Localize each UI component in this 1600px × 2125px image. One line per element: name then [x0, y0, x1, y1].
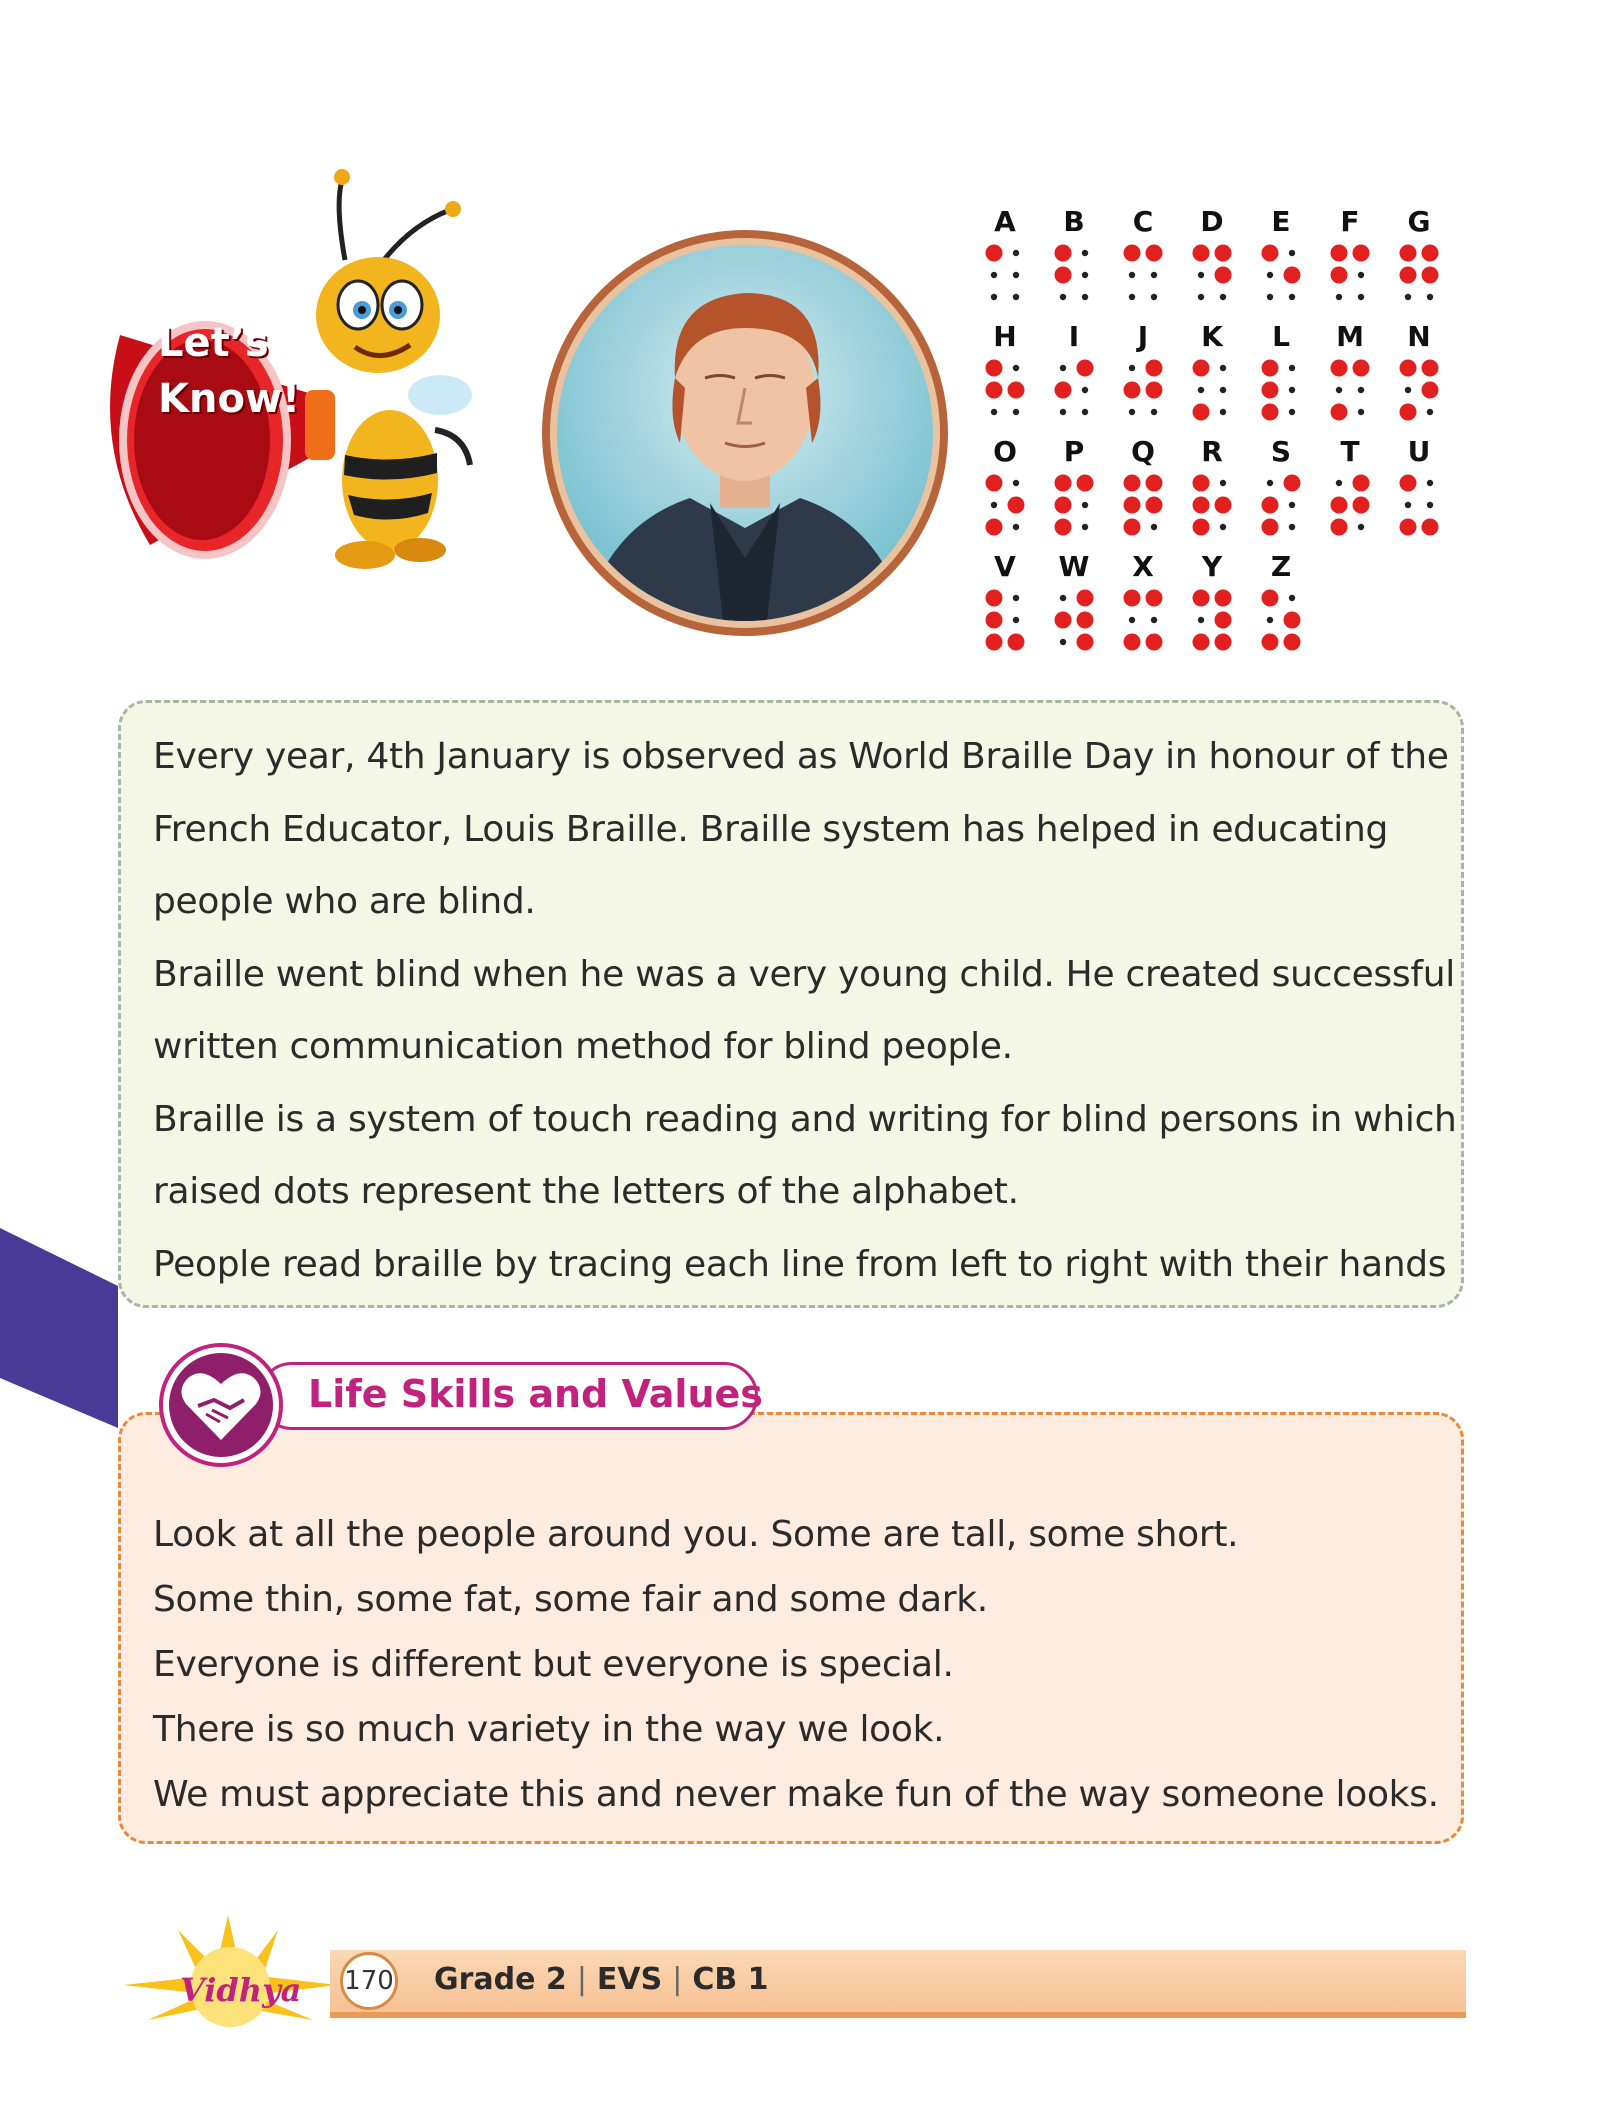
- braille-dot-flat: [1013, 365, 1019, 371]
- braille-dot-flat: [1358, 387, 1364, 393]
- lets-know-line1: Let’s: [158, 320, 269, 366]
- braille-dot-raised: [1353, 497, 1370, 514]
- braille-dot-flat: [1405, 294, 1411, 300]
- braille-dots: [1053, 588, 1095, 654]
- braille-cell-w: [1049, 550, 1099, 660]
- braille-dot-raised: [1262, 590, 1279, 607]
- info-line: raised dots represent the letters of the alphabet.: [153, 1171, 1019, 1212]
- braille-cell-f: [1325, 205, 1375, 315]
- braille-dots: [1191, 473, 1233, 539]
- braille-letter: V: [994, 550, 1016, 583]
- braille-dot-flat: [1013, 595, 1019, 601]
- side-tab: [0, 1228, 118, 1428]
- braille-dots: [1191, 358, 1233, 424]
- braille-dots: [1398, 358, 1440, 424]
- braille-dot-raised: [1215, 267, 1232, 284]
- braille-dots: [1122, 358, 1164, 424]
- braille-dot-raised: [1055, 267, 1072, 284]
- life-skill-line: There is so much variety in the way we look.: [153, 1709, 945, 1750]
- braille-dot-flat: [1427, 502, 1433, 508]
- braille-dot-flat: [1129, 409, 1135, 415]
- braille-dot-raised: [1215, 497, 1232, 514]
- braille-dot-flat: [1427, 480, 1433, 486]
- braille-dot-raised: [1146, 382, 1163, 399]
- braille-dot-flat: [991, 409, 997, 415]
- braille-cell-l: [1256, 320, 1306, 430]
- braille-dots: [1329, 358, 1371, 424]
- braille-dot-raised: [1193, 475, 1210, 492]
- braille-dots: [1191, 243, 1233, 309]
- braille-dot-raised: [1331, 519, 1348, 536]
- braille-dot-raised: [1124, 634, 1141, 651]
- life-skill-line: Look at all the people around you. Some are tall, some short.: [153, 1514, 1239, 1555]
- info-line: people who are blind.: [153, 881, 536, 922]
- braille-dot-raised: [1124, 497, 1141, 514]
- braille-dot-flat: [1358, 409, 1364, 415]
- braille-letter: F: [1340, 205, 1360, 238]
- braille-dot-raised: [1215, 612, 1232, 629]
- braille-dot-flat: [1013, 250, 1019, 256]
- braille-dot-raised: [1215, 634, 1232, 651]
- braille-dots: [1122, 588, 1164, 654]
- braille-letter: J: [1137, 320, 1149, 353]
- braille-dot-flat: [1082, 409, 1088, 415]
- braille-dot-raised: [1262, 404, 1279, 421]
- braille-dot-flat: [1013, 617, 1019, 623]
- braille-dot-raised: [1262, 245, 1279, 262]
- braille-dot-raised: [1055, 497, 1072, 514]
- info-line: Every year, 4th January is observed as World Braille Day in honour of the: [153, 736, 1449, 777]
- braille-dot-flat: [1358, 294, 1364, 300]
- braille-letter: U: [1407, 435, 1431, 468]
- braille-dot-flat: [1220, 365, 1226, 371]
- braille-letter: I: [1068, 320, 1080, 353]
- braille-dot-flat: [1289, 365, 1295, 371]
- braille-dot-flat: [1151, 524, 1157, 530]
- braille-dot-raised: [1008, 497, 1025, 514]
- braille-dot-flat: [991, 502, 997, 508]
- braille-dot-raised: [1215, 590, 1232, 607]
- braille-dot-raised: [1193, 497, 1210, 514]
- braille-dot-raised: [1331, 245, 1348, 262]
- braille-dots: [984, 243, 1026, 309]
- braille-cell-a: [980, 205, 1030, 315]
- braille-dots: [984, 588, 1026, 654]
- braille-dots: [1260, 243, 1302, 309]
- braille-dot-flat: [1220, 480, 1226, 486]
- braille-alphabet-chart: [980, 205, 1450, 665]
- braille-dot-raised: [1146, 634, 1163, 651]
- braille-dot-flat: [1289, 409, 1295, 415]
- braille-dot-flat: [1289, 524, 1295, 530]
- braille-dot-flat: [1151, 294, 1157, 300]
- braille-cell-e: [1256, 205, 1306, 315]
- braille-letter: L: [1272, 320, 1290, 353]
- braille-dot-raised: [1331, 267, 1348, 284]
- braille-dot-flat: [1129, 294, 1135, 300]
- braille-dot-flat: [1129, 617, 1135, 623]
- braille-dot-flat: [1129, 365, 1135, 371]
- braille-dot-flat: [1358, 272, 1364, 278]
- braille-dot-raised: [1008, 634, 1025, 651]
- braille-dots: [1398, 473, 1440, 539]
- braille-dot-flat: [1220, 409, 1226, 415]
- braille-dot-raised: [1193, 404, 1210, 421]
- braille-dot-raised: [1124, 519, 1141, 536]
- braille-dots: [1329, 473, 1371, 539]
- lets-know-label: [158, 315, 300, 427]
- braille-letter: S: [1270, 435, 1292, 468]
- braille-dot-flat: [1151, 617, 1157, 623]
- life-skill-line: Everyone is different but everyone is special.: [153, 1644, 954, 1685]
- braille-dot-raised: [1262, 382, 1279, 399]
- braille-dot-raised: [1422, 360, 1439, 377]
- braille-dot-raised: [986, 360, 1003, 377]
- life-skills-header: [158, 1342, 778, 1454]
- info-line: written communication method for blind people.: [153, 1026, 1013, 1067]
- braille-dot-raised: [1262, 360, 1279, 377]
- braille-dot-flat: [1013, 272, 1019, 278]
- braille-letter: E: [1271, 205, 1291, 238]
- braille-cell-h: [980, 320, 1030, 430]
- life-skill-line: We must appreciate this and never make fun of the way someone looks.: [153, 1774, 1439, 1815]
- life-skills-title: Life Skills and Values: [308, 1372, 763, 1416]
- braille-dot-raised: [1284, 475, 1301, 492]
- braille-letter: Z: [1270, 550, 1292, 583]
- braille-cell-p: [1049, 435, 1099, 545]
- braille-dot-flat: [1082, 387, 1088, 393]
- braille-dot-raised: [986, 475, 1003, 492]
- braille-dot-raised: [1400, 360, 1417, 377]
- lets-know-illustration: [110, 165, 490, 585]
- braille-dot-flat: [1060, 365, 1066, 371]
- braille-cell-v: [980, 550, 1030, 660]
- braille-dot-flat: [1060, 595, 1066, 601]
- braille-dot-raised: [1400, 475, 1417, 492]
- info-line: People read braille by tracing each line from left to right with their hands: [153, 1243, 1447, 1285]
- braille-dot-raised: [1055, 475, 1072, 492]
- braille-dot-raised: [1193, 634, 1210, 651]
- braille-cell-u: [1394, 435, 1444, 545]
- heart-handshake-icon: [158, 1342, 284, 1468]
- braille-dot-raised: [1077, 360, 1094, 377]
- braille-dot-raised: [986, 634, 1003, 651]
- braille-dot-flat: [1198, 617, 1204, 623]
- braille-dot-flat: [1060, 409, 1066, 415]
- info-line: Braille went blind when he was a very young child. He created successful: [153, 953, 1455, 995]
- braille-dots: [1329, 243, 1371, 309]
- braille-letter: C: [1132, 205, 1154, 238]
- braille-cell-r: [1187, 435, 1237, 545]
- vidhya-logo: [118, 1915, 343, 2035]
- braille-dot-flat: [1082, 502, 1088, 508]
- braille-dots: [1122, 243, 1164, 309]
- braille-dot-flat: [1289, 595, 1295, 601]
- braille-dots: [1191, 588, 1233, 654]
- braille-dot-raised: [1353, 245, 1370, 262]
- braille-cell-o: [980, 435, 1030, 545]
- braille-dot-flat: [1013, 480, 1019, 486]
- braille-dot-flat: [1267, 480, 1273, 486]
- braille-dot-flat: [991, 294, 997, 300]
- braille-dot-raised: [1262, 497, 1279, 514]
- braille-dot-flat: [1082, 250, 1088, 256]
- braille-dot-raised: [1284, 634, 1301, 651]
- braille-dot-flat: [1082, 524, 1088, 530]
- braille-cell-m: [1325, 320, 1375, 430]
- braille-cell-d: [1187, 205, 1237, 315]
- braille-cell-i: [1049, 320, 1099, 430]
- page-number: 170: [340, 1952, 398, 2010]
- braille-dot-raised: [1146, 590, 1163, 607]
- braille-dot-raised: [1262, 519, 1279, 536]
- info-line: French Educator, Louis Braille. Braille system has helped in educating: [153, 808, 1389, 850]
- footer-book-info: Grade 2 | EVS | CB 1: [434, 1962, 769, 1997]
- braille-dot-flat: [1405, 502, 1411, 508]
- braille-dot-flat: [1198, 387, 1204, 393]
- braille-dot-flat: [1013, 524, 1019, 530]
- braille-dot-flat: [1267, 272, 1273, 278]
- braille-dot-raised: [1400, 404, 1417, 421]
- braille-dot-raised: [1193, 519, 1210, 536]
- braille-cell-n: [1394, 320, 1444, 430]
- braille-dot-flat: [1151, 272, 1157, 278]
- braille-dot-flat: [1427, 294, 1433, 300]
- footer-subject: EVS: [596, 1962, 663, 1997]
- braille-dot-raised: [1331, 360, 1348, 377]
- braille-dot-raised: [1193, 245, 1210, 262]
- braille-letter: A: [994, 205, 1016, 238]
- braille-dots: [1053, 243, 1095, 309]
- braille-dot-raised: [1055, 612, 1072, 629]
- braille-dot-raised: [1262, 634, 1279, 651]
- braille-letter: H: [993, 320, 1017, 353]
- braille-dot-flat: [1358, 524, 1364, 530]
- braille-dot-flat: [1289, 294, 1295, 300]
- life-skill-line: Some thin, some fat, some fair and some dark.: [153, 1579, 988, 1620]
- braille-letter: M: [1336, 320, 1364, 353]
- braille-dot-flat: [1289, 387, 1295, 393]
- braille-dot-flat: [1289, 250, 1295, 256]
- braille-dot-raised: [1284, 267, 1301, 284]
- braille-dot-flat: [1405, 387, 1411, 393]
- braille-cell-x: [1118, 550, 1168, 660]
- braille-dot-flat: [1060, 294, 1066, 300]
- braille-dot-raised: [1331, 497, 1348, 514]
- braille-dot-raised: [1422, 245, 1439, 262]
- braille-cell-s: [1256, 435, 1306, 545]
- braille-dot-raised: [1077, 590, 1094, 607]
- braille-letter: X: [1132, 550, 1154, 583]
- braille-dot-raised: [1284, 612, 1301, 629]
- braille-cell-y: [1187, 550, 1237, 660]
- braille-dot-raised: [1146, 360, 1163, 377]
- braille-dot-raised: [1331, 404, 1348, 421]
- braille-letter: O: [993, 435, 1017, 468]
- braille-letter: G: [1407, 205, 1431, 238]
- braille-dot-flat: [1013, 294, 1019, 300]
- braille-cell-z: [1256, 550, 1306, 660]
- braille-letter: D: [1200, 205, 1224, 238]
- braille-dot-flat: [1289, 502, 1295, 508]
- braille-dot-raised: [1008, 382, 1025, 399]
- braille-dot-raised: [1124, 382, 1141, 399]
- braille-dot-flat: [1267, 617, 1273, 623]
- braille-dots: [984, 473, 1026, 539]
- braille-cell-j: [1118, 320, 1168, 430]
- braille-dots: [1260, 358, 1302, 424]
- braille-dot-raised: [1146, 475, 1163, 492]
- braille-dot-raised: [1124, 475, 1141, 492]
- info-line: Braille is a system of touch reading and writing for blind persons in which: [153, 1098, 1457, 1140]
- braille-dot-flat: [1082, 294, 1088, 300]
- braille-letter: K: [1201, 320, 1223, 353]
- braille-dot-raised: [1353, 475, 1370, 492]
- braille-letter: T: [1340, 435, 1360, 468]
- braille-dot-flat: [1427, 409, 1433, 415]
- braille-letter: Q: [1131, 435, 1155, 468]
- braille-dot-flat: [1013, 409, 1019, 415]
- braille-dot-flat: [1060, 639, 1066, 645]
- braille-cell-c: [1118, 205, 1168, 315]
- braille-dots: [1398, 243, 1440, 309]
- braille-info-box: [118, 700, 1464, 1308]
- braille-cell-g: [1394, 205, 1444, 315]
- braille-dot-raised: [1422, 267, 1439, 284]
- footer-grade: Grade 2: [434, 1962, 567, 1997]
- braille-letter: N: [1407, 320, 1431, 353]
- braille-dot-raised: [1146, 245, 1163, 262]
- life-skills-box: [118, 1412, 1464, 1844]
- braille-dot-flat: [1220, 294, 1226, 300]
- footer-book: CB 1: [692, 1962, 769, 1997]
- braille-letter: B: [1063, 205, 1085, 238]
- braille-letter: R: [1201, 435, 1223, 468]
- braille-dots: [1053, 473, 1095, 539]
- braille-dot-flat: [1198, 294, 1204, 300]
- braille-dot-raised: [1193, 590, 1210, 607]
- braille-dot-raised: [1055, 382, 1072, 399]
- braille-cell-b: [1049, 205, 1099, 315]
- lets-know-line2: Know!: [158, 376, 301, 422]
- braille-dots: [984, 358, 1026, 424]
- braille-dot-raised: [1124, 590, 1141, 607]
- braille-dot-flat: [1220, 387, 1226, 393]
- braille-dots: [1122, 473, 1164, 539]
- braille-dot-raised: [1193, 360, 1210, 377]
- vidhya-logo-text: Vidhya: [180, 1971, 302, 2009]
- braille-dot-raised: [1400, 245, 1417, 262]
- braille-letter: P: [1063, 435, 1085, 468]
- braille-dot-flat: [1336, 480, 1342, 486]
- braille-dot-raised: [1146, 497, 1163, 514]
- braille-cell-t: [1325, 435, 1375, 545]
- braille-letter: Y: [1201, 550, 1223, 583]
- braille-dots: [1053, 358, 1095, 424]
- braille-dot-raised: [1124, 245, 1141, 262]
- braille-dot-raised: [1422, 382, 1439, 399]
- braille-dot-raised: [1077, 612, 1094, 629]
- braille-dot-flat: [1082, 272, 1088, 278]
- braille-dot-flat: [1220, 524, 1226, 530]
- braille-dot-flat: [991, 272, 997, 278]
- braille-dot-raised: [1400, 519, 1417, 536]
- braille-dot-raised: [1077, 634, 1094, 651]
- braille-cell-q: [1118, 435, 1168, 545]
- braille-dot-raised: [986, 519, 1003, 536]
- braille-dot-flat: [1267, 294, 1273, 300]
- braille-dot-raised: [1422, 519, 1439, 536]
- braille-dot-flat: [1336, 294, 1342, 300]
- braille-dot-raised: [1055, 245, 1072, 262]
- braille-letter: W: [1058, 550, 1090, 583]
- braille-dot-raised: [986, 612, 1003, 629]
- braille-dot-raised: [1400, 267, 1417, 284]
- braille-dot-flat: [1336, 387, 1342, 393]
- braille-dot-raised: [986, 382, 1003, 399]
- braille-dot-flat: [1129, 272, 1135, 278]
- braille-dot-raised: [1055, 519, 1072, 536]
- braille-dot-raised: [986, 245, 1003, 262]
- louis-braille-portrait: [540, 228, 950, 638]
- braille-dots: [1260, 473, 1302, 539]
- braille-dot-raised: [1215, 245, 1232, 262]
- braille-dot-flat: [1151, 409, 1157, 415]
- braille-dot-raised: [1077, 475, 1094, 492]
- braille-cell-k: [1187, 320, 1237, 430]
- braille-dot-raised: [986, 590, 1003, 607]
- braille-dots: [1260, 588, 1302, 654]
- braille-dot-raised: [1353, 360, 1370, 377]
- braille-dot-flat: [1198, 272, 1204, 278]
